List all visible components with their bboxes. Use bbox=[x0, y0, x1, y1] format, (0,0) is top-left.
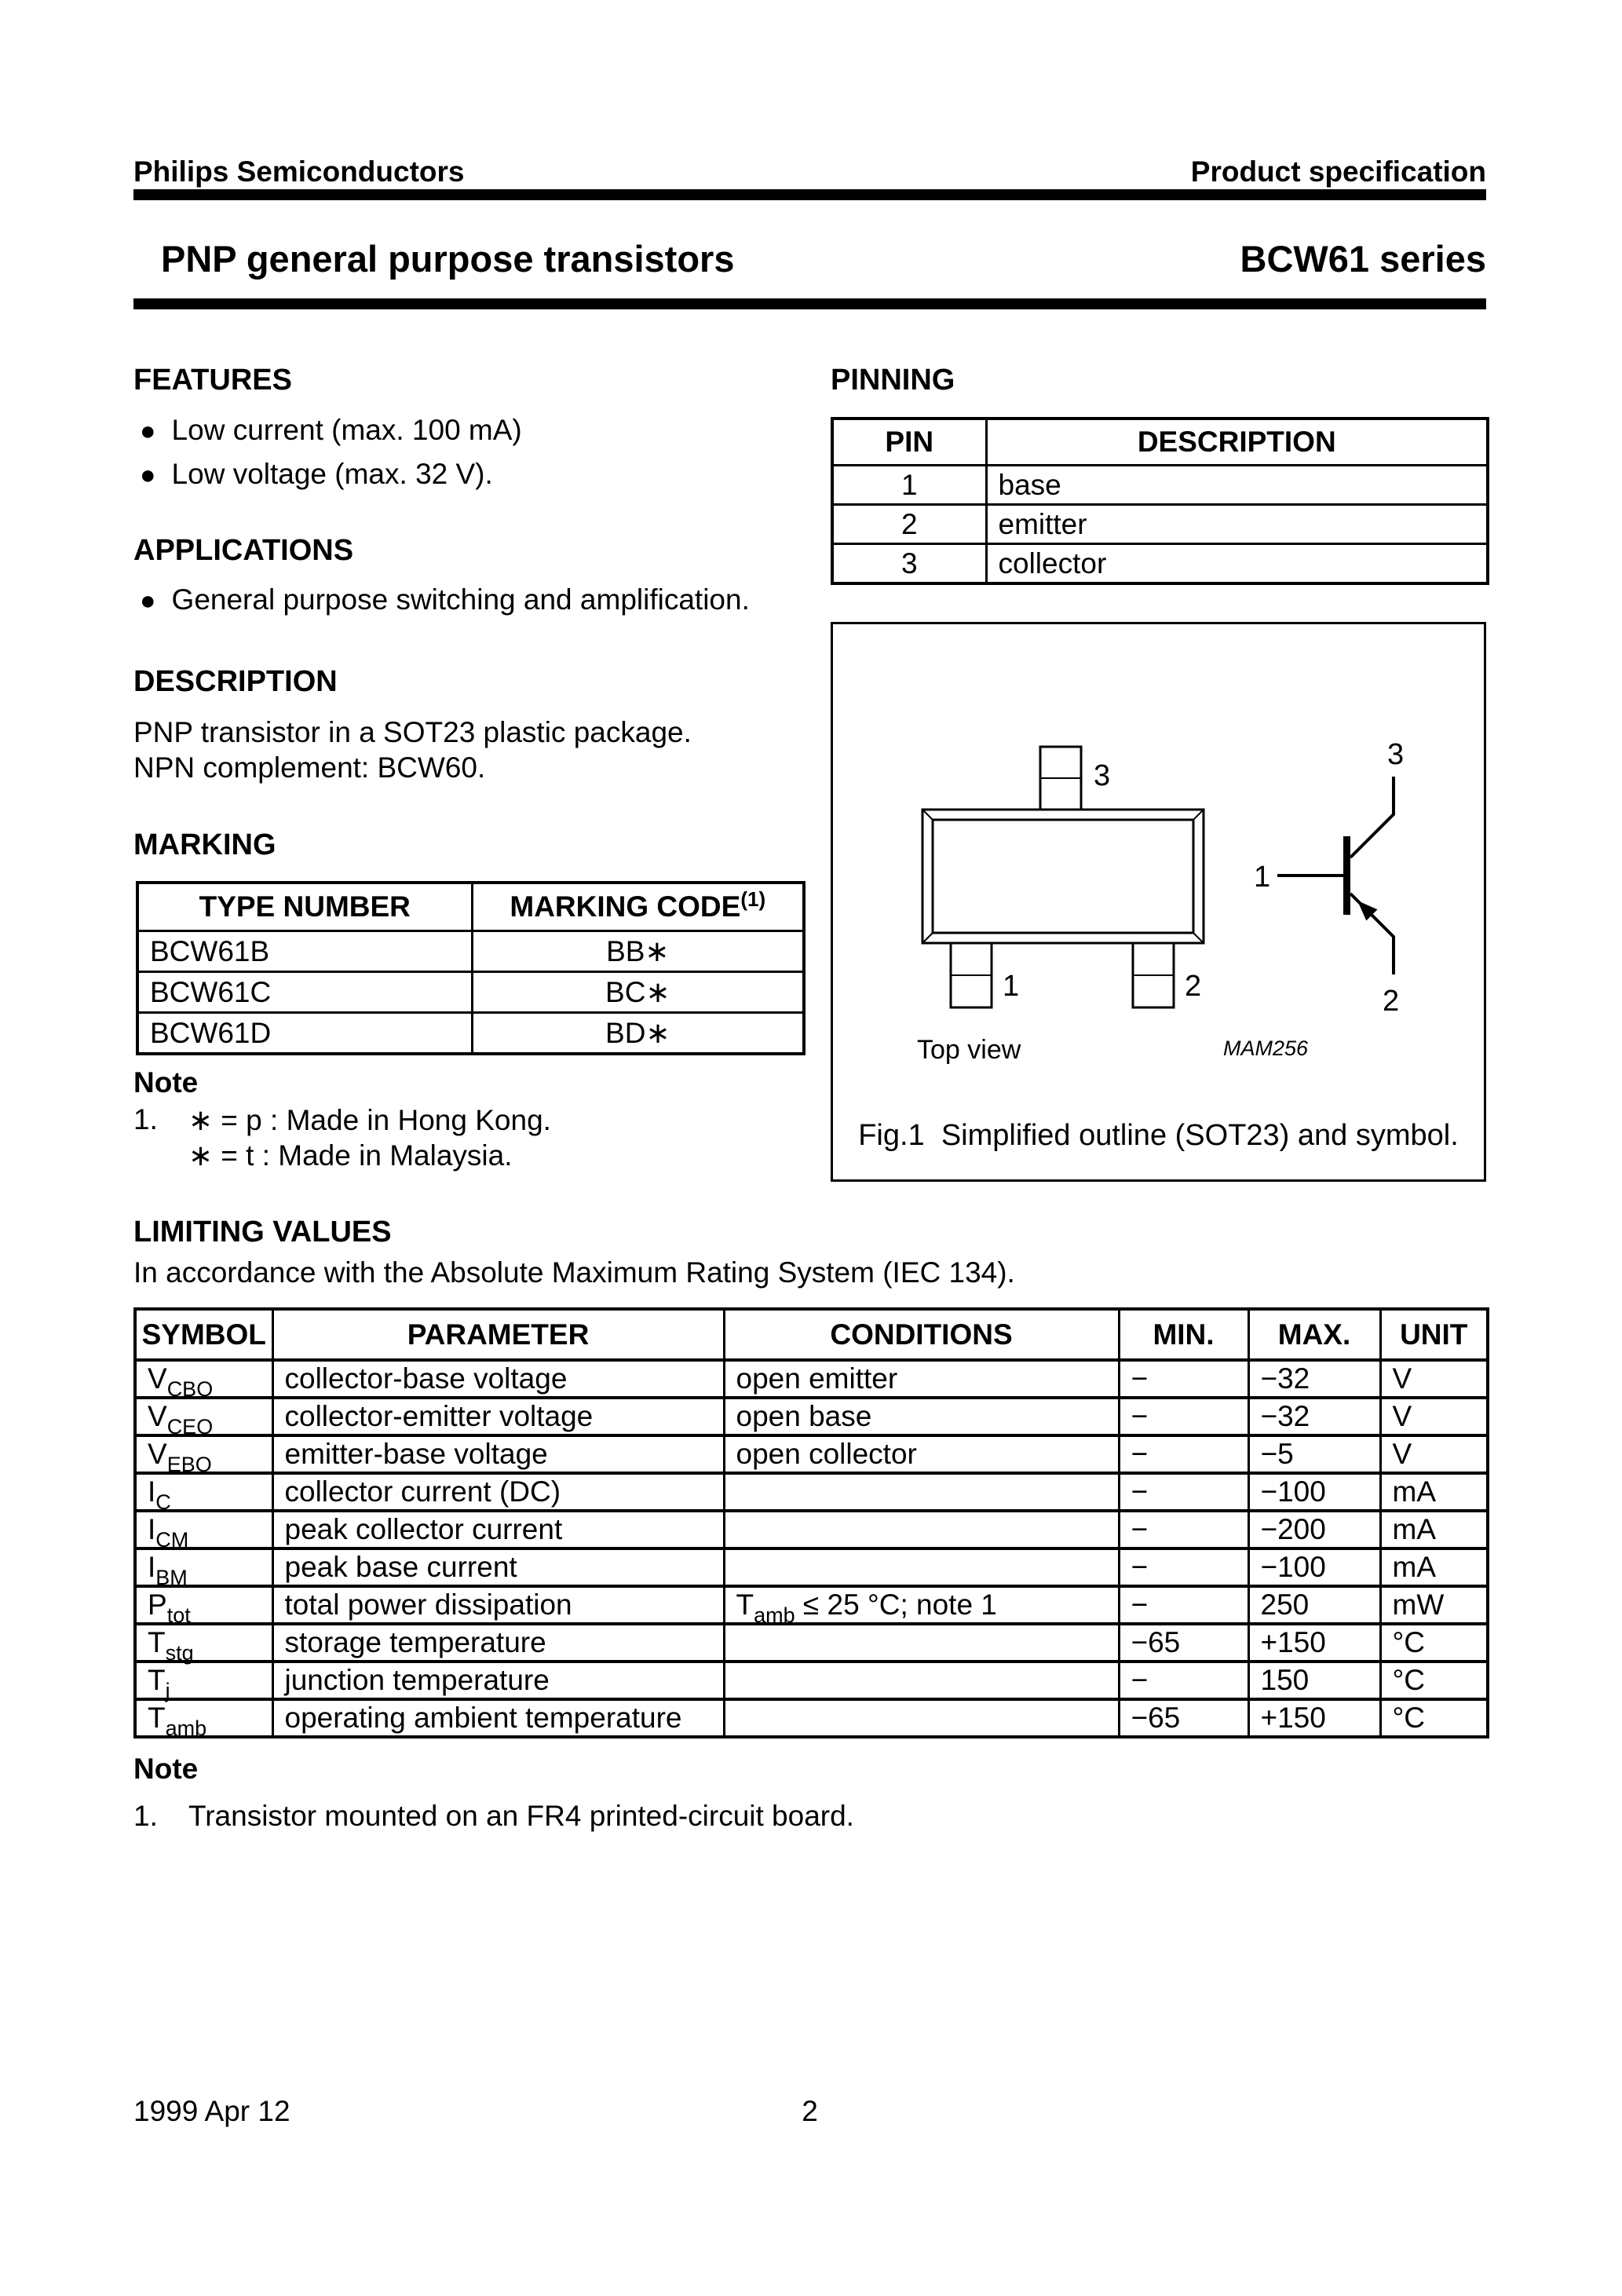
parameter-cell: storage temperature bbox=[272, 1624, 724, 1662]
symbol-cell: $I_{BM}$ bbox=[135, 1548, 272, 1586]
footnote-ref: (1) bbox=[740, 887, 766, 911]
table-row bbox=[832, 544, 1488, 584]
col-description: DESCRIPTION bbox=[986, 419, 1488, 466]
drawing-code-label: MAM256 bbox=[1223, 1036, 1309, 1060]
parameter-cell: operating ambient temperature bbox=[272, 1699, 724, 1737]
unit-cell: V bbox=[1380, 1398, 1488, 1435]
table-row bbox=[135, 1662, 1488, 1699]
conditions-cell: $T_{amb} \le 25$ °C; note 1 bbox=[724, 1586, 1119, 1624]
pin-cell: 1 bbox=[832, 466, 986, 505]
parameter-cell: collector-base voltage bbox=[272, 1360, 724, 1398]
pin-description-cell: collector bbox=[986, 544, 1488, 584]
unit-cell: °C bbox=[1380, 1662, 1488, 1699]
table-row bbox=[137, 1013, 804, 1055]
min-cell: − bbox=[1119, 1511, 1248, 1548]
pin-description-cell: base bbox=[986, 466, 1488, 505]
min-cell: − bbox=[1119, 1435, 1248, 1473]
application-text: General purpose switching and amplification. bbox=[171, 583, 750, 616]
feature-item bbox=[140, 458, 493, 491]
col-marking-code: MARKING CODE$^{(1)}$ bbox=[472, 883, 804, 931]
marking-code-cell: BC∗ bbox=[472, 972, 804, 1013]
conditions-cell bbox=[724, 1473, 1119, 1511]
max-cell: 250 bbox=[1248, 1586, 1380, 1624]
unit-cell: °C bbox=[1380, 1624, 1488, 1662]
parameter-cell: emitter-base voltage bbox=[272, 1435, 724, 1473]
symbol-collector-label: 3 bbox=[1387, 738, 1405, 771]
col-conditions: CONDITIONS bbox=[724, 1309, 1119, 1360]
doc-type: Product specification bbox=[1190, 155, 1486, 188]
col-type-number: TYPE NUMBER bbox=[137, 883, 472, 931]
min-cell: − bbox=[1119, 1360, 1248, 1398]
min-cell: −65 bbox=[1119, 1624, 1248, 1662]
symbol-cell: $P_{tot}$ bbox=[135, 1586, 272, 1624]
feature-text: Low voltage (max. 32 V). bbox=[171, 458, 493, 490]
max-cell: −32 bbox=[1248, 1398, 1380, 1435]
min-cell: − bbox=[1119, 1473, 1248, 1511]
sot23-outline-and-symbol-drawing bbox=[833, 624, 1484, 1179]
marking-code-cell: BD∗ bbox=[472, 1013, 804, 1055]
min-cell: − bbox=[1119, 1586, 1248, 1624]
max-cell: +150 bbox=[1248, 1699, 1380, 1737]
conditions-cell bbox=[724, 1548, 1119, 1586]
conditions-cell: open emitter bbox=[724, 1360, 1119, 1398]
package-pin3-label: 3 bbox=[1094, 759, 1111, 792]
parameter-cell: peak base current bbox=[272, 1548, 724, 1586]
type-number-cell: BCW61C bbox=[137, 972, 472, 1013]
bullet-icon: ● bbox=[140, 460, 156, 490]
table-row bbox=[135, 1624, 1488, 1662]
table-row bbox=[135, 1398, 1488, 1435]
pnp-transistor-symbol bbox=[1254, 738, 1404, 1018]
marking-note-number: 1. bbox=[133, 1103, 158, 1135]
symbol-cell: $V_{CBO}$ bbox=[135, 1360, 272, 1398]
limiting-note-number: 1. bbox=[133, 1800, 158, 1832]
table-row bbox=[135, 1435, 1488, 1473]
figure-1 bbox=[831, 622, 1486, 1182]
bullet-icon: ● bbox=[140, 416, 156, 446]
parameter-cell: peak collector current bbox=[272, 1511, 724, 1548]
symbol-emitter-label: 2 bbox=[1383, 985, 1400, 1018]
table-row bbox=[832, 505, 1488, 544]
max-cell: −32 bbox=[1248, 1360, 1380, 1398]
parameter-cell: collector current (DC) bbox=[272, 1473, 724, 1511]
conditions-cell bbox=[724, 1662, 1119, 1699]
col-unit: UNIT bbox=[1380, 1309, 1488, 1360]
table-row bbox=[135, 1473, 1488, 1511]
parameter-cell: collector-emitter voltage bbox=[272, 1398, 724, 1435]
min-cell: − bbox=[1119, 1398, 1248, 1435]
marking-note-heading: Note bbox=[133, 1066, 199, 1099]
parameter-cell: total power dissipation bbox=[272, 1586, 724, 1624]
symbol-cell: $T_{stg}$ bbox=[135, 1624, 272, 1662]
footer-date: 1999 Apr 12 bbox=[133, 2095, 290, 2127]
application-item bbox=[140, 583, 750, 616]
pin-cell: 3 bbox=[832, 544, 986, 584]
min-cell: − bbox=[1119, 1548, 1248, 1586]
series-title: BCW61 series bbox=[1240, 238, 1486, 280]
pinning-table bbox=[831, 417, 1489, 585]
col-max: MAX. bbox=[1248, 1309, 1380, 1360]
features-heading: FEATURES bbox=[133, 364, 292, 397]
marking-note-line: ∗ = p : Made in Hong Kong. bbox=[188, 1104, 551, 1136]
marking-table bbox=[136, 881, 806, 1055]
max-cell: −200 bbox=[1248, 1511, 1380, 1548]
description-line: PNP transistor in a SOT23 plastic package. bbox=[133, 716, 692, 748]
symbol-cell: $T_j$ bbox=[135, 1662, 272, 1699]
package-pin1-label: 1 bbox=[1003, 970, 1020, 1003]
parameter-cell: junction temperature bbox=[272, 1662, 724, 1699]
unit-cell: V bbox=[1380, 1435, 1488, 1473]
symbol-cell: $T_{amb}$ bbox=[135, 1699, 272, 1737]
marking-code-cell: BB∗ bbox=[472, 931, 804, 972]
table-row bbox=[135, 1586, 1488, 1624]
table-row bbox=[137, 931, 804, 972]
symbol-base-label: 1 bbox=[1254, 861, 1271, 894]
description-heading: DESCRIPTION bbox=[133, 665, 338, 698]
min-cell: − bbox=[1119, 1662, 1248, 1699]
min-cell: −65 bbox=[1119, 1699, 1248, 1737]
symbol-cell: $I_C$ bbox=[135, 1473, 272, 1511]
conditions-cell bbox=[724, 1511, 1119, 1548]
feature-item bbox=[140, 414, 522, 447]
feature-text: Low current (max. 100 mA) bbox=[171, 414, 522, 446]
figure-caption: Fig.1 Simplified outline (SOT23) and symbol. bbox=[858, 1119, 1459, 1152]
footer-page-number: 2 bbox=[802, 2095, 818, 2127]
marking-heading: MARKING bbox=[133, 828, 276, 861]
limiting-note-heading: Note bbox=[133, 1753, 199, 1785]
type-number-cell: BCW61B bbox=[137, 931, 472, 972]
description-line: NPN complement: BCW60. bbox=[133, 751, 486, 784]
table-row bbox=[135, 1699, 1488, 1737]
top-view-label: Top view bbox=[917, 1035, 1021, 1065]
max-cell: −5 bbox=[1248, 1435, 1380, 1473]
table-row bbox=[135, 1360, 1488, 1398]
limiting-note-text: Transistor mounted on an FR4 printed-circuit board. bbox=[188, 1800, 854, 1832]
bullet-icon: ● bbox=[140, 586, 156, 616]
limiting-values-table bbox=[133, 1307, 1489, 1738]
unit-cell: mA bbox=[1380, 1548, 1488, 1586]
pin-description-cell: emitter bbox=[986, 505, 1488, 544]
unit-cell: mA bbox=[1380, 1473, 1488, 1511]
col-pin: PIN bbox=[832, 419, 986, 466]
symbol-cell: $V_{EBO}$ bbox=[135, 1435, 272, 1473]
symbol-cell: $I_{CM}$ bbox=[135, 1511, 272, 1548]
limiting-values-intro: In accordance with the Absolute Maximum Rating System (IEC 134). bbox=[133, 1256, 1015, 1289]
pinning-header-row bbox=[832, 419, 1488, 466]
table-row bbox=[137, 972, 804, 1013]
unit-cell: mW bbox=[1380, 1586, 1488, 1624]
page-title: PNP general purpose transistors bbox=[161, 238, 735, 280]
unit-cell: V bbox=[1380, 1360, 1488, 1398]
symbol-cell: $V_{CEO}$ bbox=[135, 1398, 272, 1435]
marking-note-line: ∗ = t : Made in Malaysia. bbox=[188, 1139, 513, 1172]
limiting-values-header-row bbox=[135, 1309, 1488, 1360]
max-cell: 150 bbox=[1248, 1662, 1380, 1699]
applications-heading: APPLICATIONS bbox=[133, 534, 354, 567]
max-cell: +150 bbox=[1248, 1624, 1380, 1662]
pinning-heading: PINNING bbox=[831, 364, 955, 397]
title-rule bbox=[133, 298, 1486, 309]
col-parameter: PARAMETER bbox=[272, 1309, 724, 1360]
sot23-package-outline bbox=[917, 747, 1309, 1065]
limiting-values-heading: LIMITING VALUES bbox=[133, 1216, 392, 1249]
conditions-cell: open collector bbox=[724, 1435, 1119, 1473]
company-name: Philips Semiconductors bbox=[133, 155, 465, 188]
col-min: MIN. bbox=[1119, 1309, 1248, 1360]
max-cell: −100 bbox=[1248, 1548, 1380, 1586]
marking-header-row bbox=[137, 883, 804, 931]
max-cell: −100 bbox=[1248, 1473, 1380, 1511]
conditions-cell bbox=[724, 1699, 1119, 1737]
unit-cell: °C bbox=[1380, 1699, 1488, 1737]
unit-cell: mA bbox=[1380, 1511, 1488, 1548]
header-rule bbox=[133, 189, 1486, 200]
table-row bbox=[135, 1548, 1488, 1586]
conditions-cell: open base bbox=[724, 1398, 1119, 1435]
package-pin2-label: 2 bbox=[1185, 970, 1202, 1003]
col-symbol: SYMBOL bbox=[135, 1309, 272, 1360]
table-row bbox=[135, 1511, 1488, 1548]
conditions-cell bbox=[724, 1624, 1119, 1662]
pin-cell: 2 bbox=[832, 505, 986, 544]
table-row bbox=[832, 466, 1488, 505]
type-number-cell: BCW61D bbox=[137, 1013, 472, 1055]
